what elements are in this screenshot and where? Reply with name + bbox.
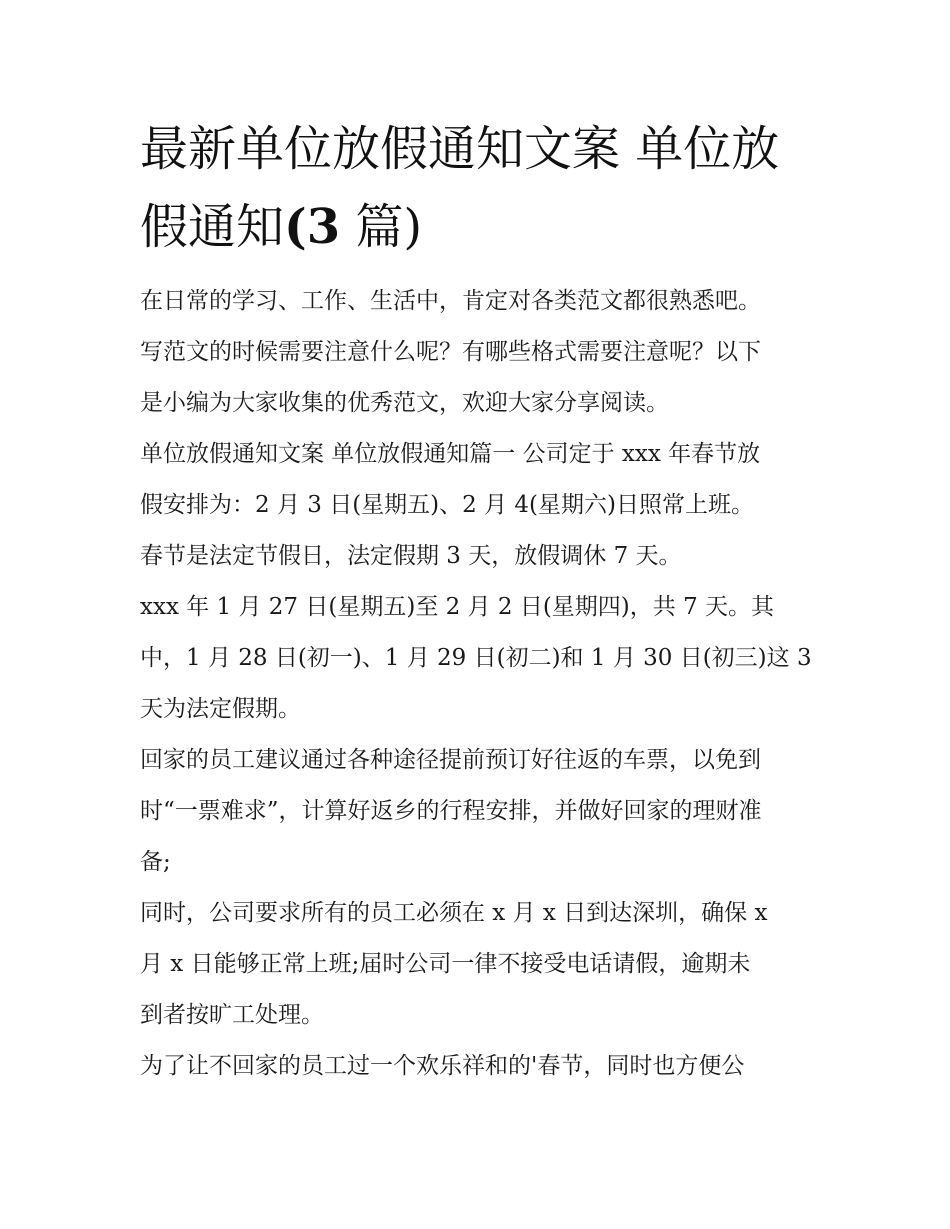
body-line: 月 x 日能够正常上班;届时公司一律不接受电话请假，逾期未 bbox=[140, 951, 751, 977]
body-line: 在日常的学习、工作、生活中，肯定对各类范文都很熟悉吧。 bbox=[140, 288, 761, 314]
body-line: 中，1 月 28 日(初一)、1 月 29 日(初二)和 1 月 30 日(初三)这 3 bbox=[140, 645, 812, 671]
body-line: 到者按旷工处理。 bbox=[140, 1002, 324, 1028]
document-body bbox=[140, 276, 820, 1092]
body-line: 同时，公司要求所有的员工必须在 x 月 x 日到达深圳，确保 x bbox=[140, 900, 768, 926]
title-close: 篇) bbox=[340, 199, 423, 255]
body-line: 时“一票难求”，计算好返乡的行程安排，并做好回家的理财准 bbox=[140, 798, 762, 824]
body-line: 回家的员工建议通过各种途径提前预订好往返的车票，以免到 bbox=[140, 747, 761, 773]
document-title bbox=[140, 110, 820, 266]
body-line: 是小编为大家收集的优秀范文，欢迎大家分享阅读。 bbox=[140, 390, 669, 416]
body-line: 假安排为：2 月 3 日(星期五)、2 月 4(星期六)日照常上班。 bbox=[140, 492, 754, 518]
title-open: ( bbox=[284, 199, 307, 255]
title-part2: 假通知 bbox=[140, 199, 285, 255]
body-line: 单位放假通知文案 单位放假通知篇一 公司定于 xxx 年春节放 bbox=[140, 441, 761, 467]
body-line: 为了让不回家的员工过一个欢乐祥和的'春节，同时也方便公 bbox=[140, 1053, 745, 1079]
body-line: 备; bbox=[140, 849, 171, 875]
title-count: 3 bbox=[306, 199, 341, 255]
body-line: 春节是法定节假日，法定假期 3 天，放假调休 7 天。 bbox=[140, 543, 682, 569]
body-line: xxx 年 1 月 27 日(星期五)至 2 月 2 日(星期四)，共 7 天。其 bbox=[140, 594, 775, 620]
body-line: 写范文的时候需要注意什么呢？有哪些格式需要注意呢？以下 bbox=[140, 339, 761, 365]
title-part1: 最新单位放假通知文案 单位放 bbox=[140, 121, 780, 177]
body-line: 天为法定假期。 bbox=[140, 696, 301, 722]
